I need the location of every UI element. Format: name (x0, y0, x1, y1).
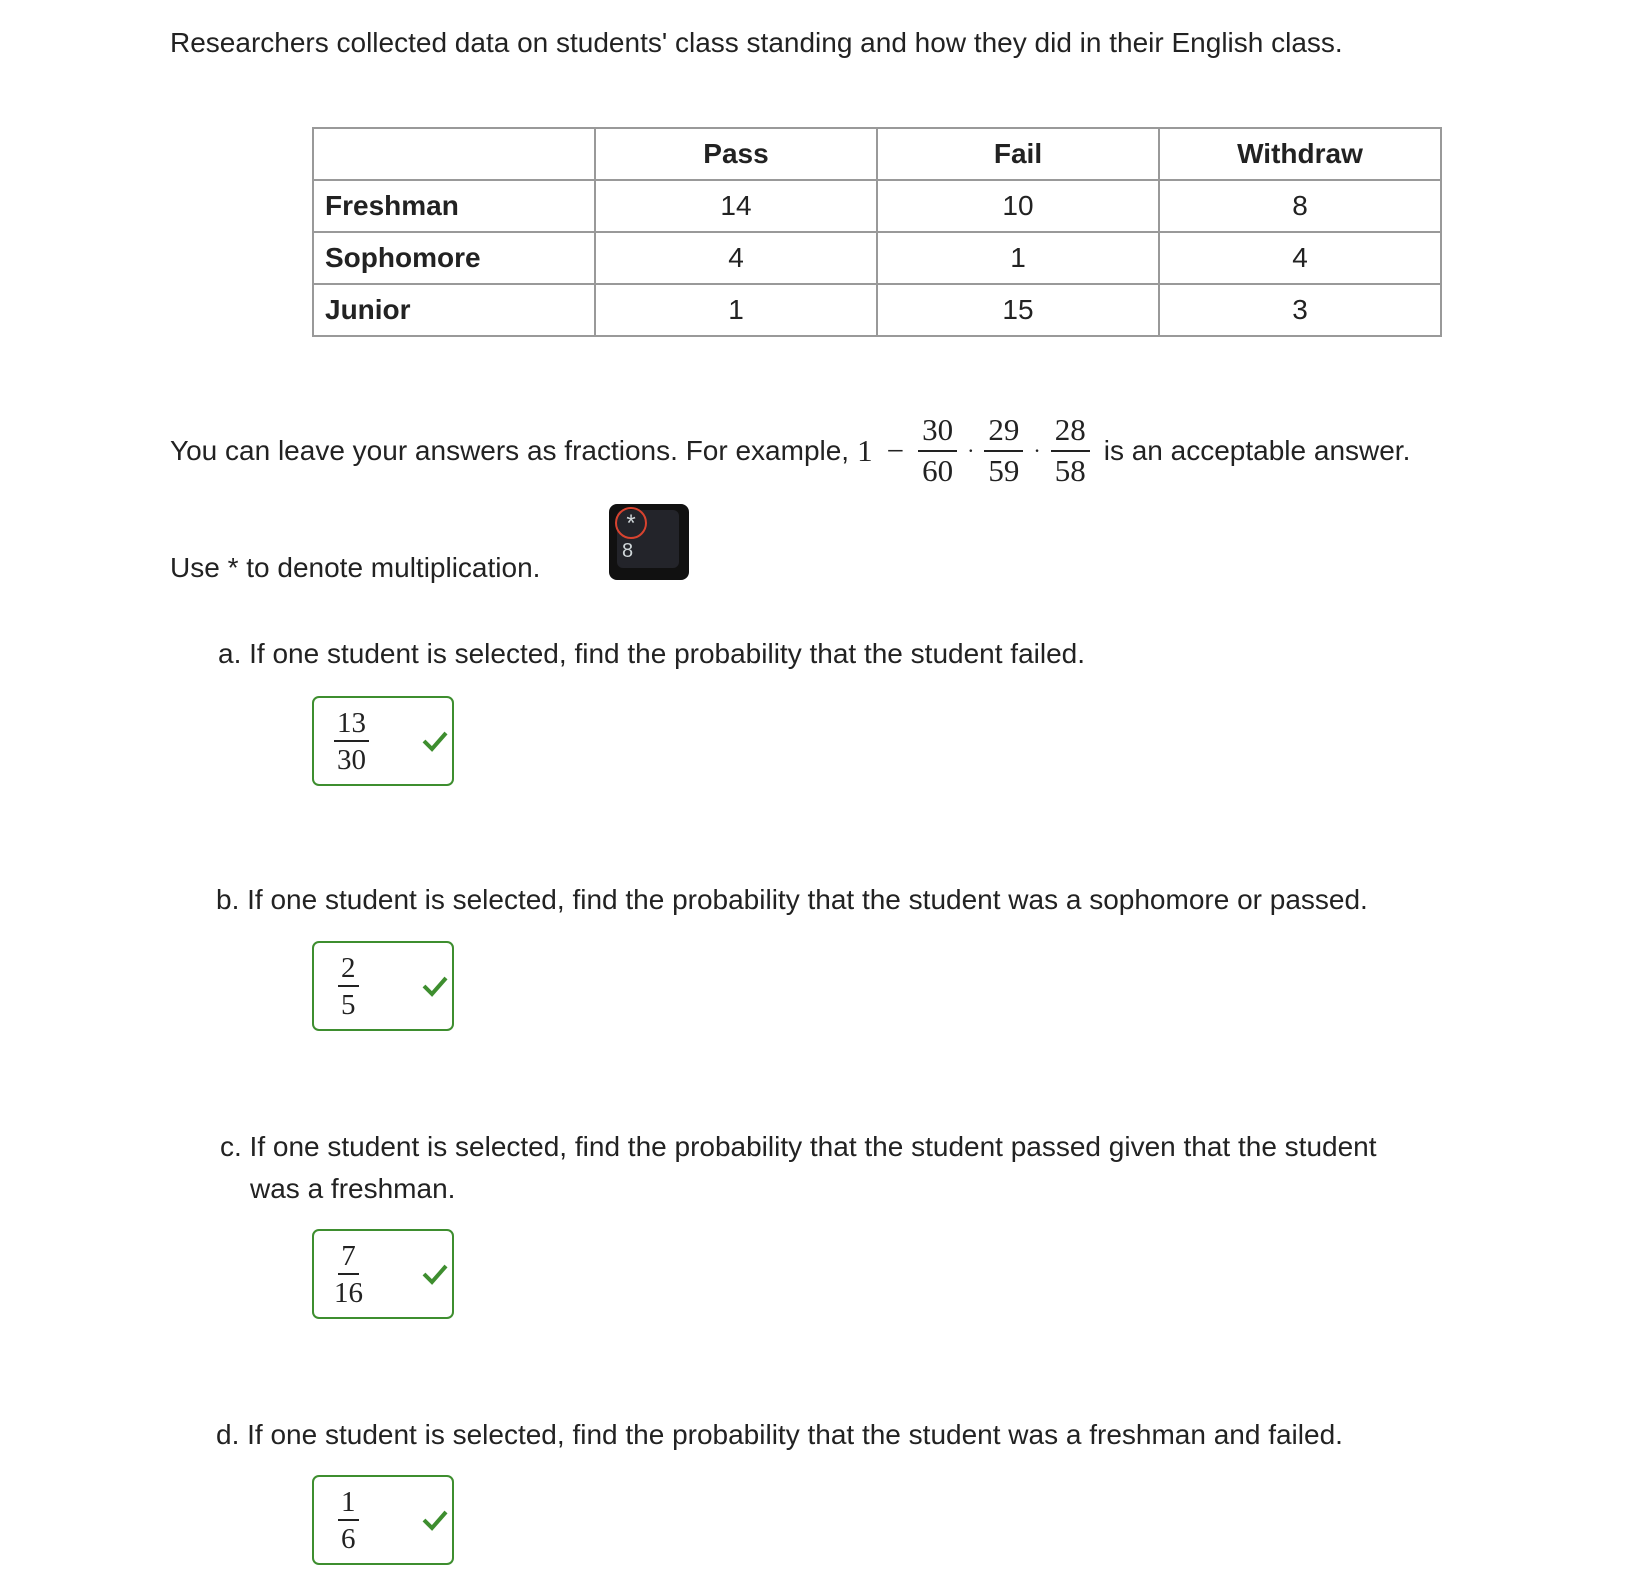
example-fraction: $\frac{29}{59}$ (984, 414, 1023, 487)
checkmark-icon (422, 1263, 448, 1285)
table-header: Fail (877, 128, 1159, 180)
row-label: Freshman (313, 180, 595, 232)
table-row (313, 180, 1441, 232)
fraction-note-text: You can leave your answers as fractions. For example, (170, 434, 850, 466)
row-label: Sophomore (313, 232, 595, 284)
math-dot: · (967, 437, 975, 463)
table-header (313, 128, 595, 180)
question-c-continued: was a freshman. (250, 1173, 456, 1204)
math-dot: · (1033, 437, 1041, 463)
table-cell: 14 (595, 180, 877, 232)
table-header-row (313, 128, 1441, 180)
asterisk-icon: * (615, 507, 647, 539)
row-label: Junior (313, 284, 595, 336)
table-cell: 4 (1159, 232, 1441, 284)
multiplication-note: Use * to denote multiplication. (170, 552, 541, 583)
answer-d-field[interactable] (312, 1475, 454, 1565)
checkmark-icon (422, 1509, 448, 1531)
table-cell: 4 (595, 232, 877, 284)
question-d: d. If one student is selected, find the probability that the student was a freshman and failed. (216, 1419, 1343, 1450)
example-fraction: $\frac{30}{60}$ (918, 414, 957, 487)
answer-fraction: $\frac{1}{6}$ (338, 1487, 359, 1555)
example-fraction: $\frac{28}{58}$ (1051, 414, 1090, 487)
keyboard-key-icon (609, 504, 689, 580)
answer-b-field[interactable] (312, 941, 454, 1031)
math-minus: − (886, 432, 905, 468)
table-cell: 10 (877, 180, 1159, 232)
checkmark-icon (422, 730, 448, 752)
answer-fraction: $\frac{2}{5}$ (338, 953, 359, 1021)
table-header: Withdraw (1159, 128, 1441, 180)
question-a: a. If one student is selected, find the probability that the student failed. (218, 638, 1086, 669)
checkmark-icon (422, 975, 448, 997)
question-c: c. If one student is selected, find the probability that the student passed given that the student (220, 1131, 1377, 1162)
fraction-note-text-end: is an acceptable answer. (1103, 434, 1411, 466)
fraction-note (170, 414, 1410, 487)
answer-c-field[interactable] (312, 1229, 454, 1319)
data-table (312, 127, 1442, 337)
answer-a-field[interactable] (312, 696, 454, 786)
answer-fraction: $\frac{13}{30}$ (334, 708, 369, 776)
table-cell: 15 (877, 284, 1159, 336)
answer-fraction: $\frac{7}{16}$ (334, 1240, 363, 1310)
table-cell: 8 (1159, 180, 1441, 232)
math-one: 1 (857, 432, 873, 468)
question-b: b. If one student is selected, find the probability that the student was a sophomore or passed. (216, 884, 1368, 915)
intro-text: Researchers collected data on students' class standing and how they did in their English class. (170, 27, 1343, 58)
table-cell: 3 (1159, 284, 1441, 336)
table-row (313, 284, 1441, 336)
table-cell: 1 (595, 284, 877, 336)
table-header: Pass (595, 128, 877, 180)
key-digit: 8 (622, 540, 634, 562)
table-cell: 1 (877, 232, 1159, 284)
table-row (313, 232, 1441, 284)
